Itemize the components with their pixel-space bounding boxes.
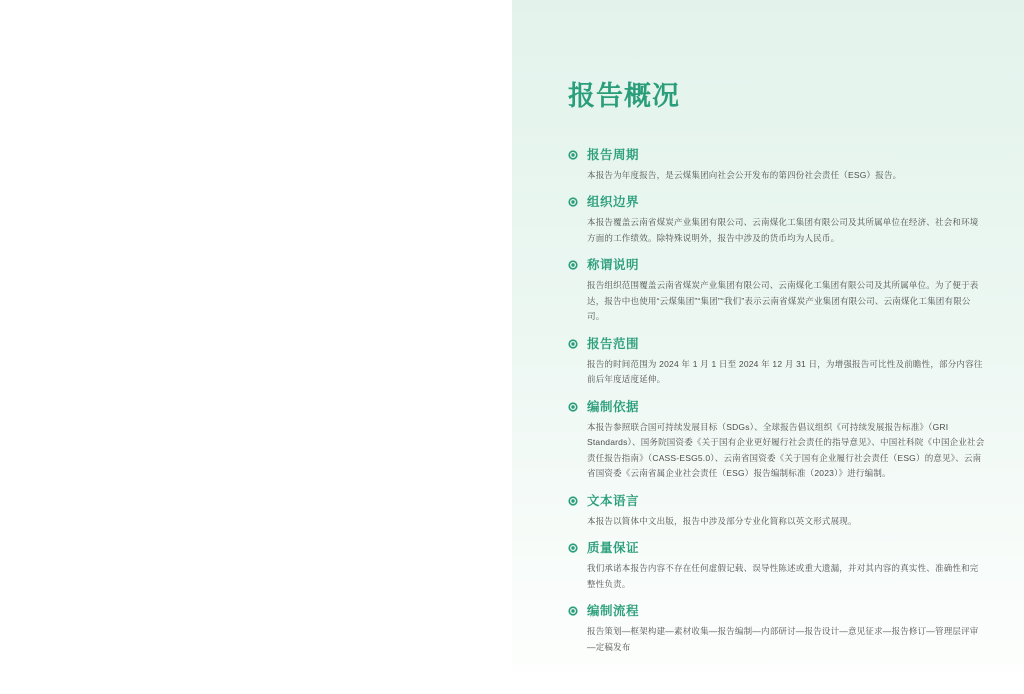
report-section — [568, 604, 988, 655]
section-header — [568, 400, 988, 414]
bullet-target-icon — [568, 402, 578, 412]
report-section — [568, 258, 988, 325]
bullet-target-icon — [568, 339, 578, 349]
section-heading: 报告范围 — [587, 336, 640, 351]
section-heading: 质量保证 — [587, 541, 640, 556]
report-page — [512, 0, 1024, 672]
section-header — [568, 337, 988, 351]
section-heading: 报告周期 — [587, 147, 640, 162]
section-heading: 称谓说明 — [587, 258, 640, 273]
bullet-target-icon — [568, 260, 578, 270]
report-section — [568, 494, 988, 530]
section-header — [568, 494, 988, 508]
section-heading: 文本语言 — [587, 493, 640, 508]
section-body: 本报告为年度报告，是云煤集团向社会公开发布的第四份社会责任（ESG）报告。 — [587, 169, 902, 180]
section-header — [568, 541, 988, 555]
bullet-target-icon — [568, 543, 578, 553]
report-section — [568, 195, 988, 246]
report-section — [568, 541, 988, 592]
section-body: 本报告覆盖云南省煤炭产业集团有限公司、云南煤化工集团有限公司及其所属单位在经济、社会和环境方面的工作绩效。除特殊说明外，报告中涉及的货币均为人民币。 — [587, 217, 979, 243]
section-body: 报告策划—框架构建—素材收集—报告编制—内部研讨—报告设计—意见征求—报告修订—管理层评审—定稿发布 — [587, 626, 979, 652]
report-section — [568, 337, 988, 388]
bullet-target-icon — [568, 197, 578, 207]
section-header — [568, 604, 988, 618]
section-body: 我们承诺本报告内容不存在任何虚假记载、误导性陈述或重大遗漏，并对其内容的真实性、准确性和完整性负责。 — [587, 563, 979, 589]
section-body: 报告的时间范围为 2024 年 1 月 1 日至 2024 年 12 月 31 日，为增强报告可比性及前瞻性，部分内容往前后年度适度延伸。 — [587, 358, 983, 385]
report-section — [568, 400, 988, 482]
section-body: 报告组织范围覆盖云南省煤炭产业集团有限公司、云南煤化工集团有限公司及其所属单位。为了便于表达，报告中也使用“云煤集团”“集团”“我们”表示云南省煤炭产业集团有限公司、云南煤化工集团有限公司。 — [587, 280, 979, 322]
page-title: 报告概况 — [568, 81, 680, 111]
section-heading: 编制依据 — [587, 399, 640, 414]
section-header — [568, 195, 988, 209]
section-heading: 编制流程 — [587, 604, 640, 619]
section-header — [568, 148, 988, 162]
section-body: 本报告参照联合国可持续发展目标（SDGs）、全球报告倡议组织《可持续发展报告标准》（GRI Standards）、国务院国资委《关于国有企业更好履行社会责任的指导意见》、中国社科院《中国企业社会责任报告指南》（CASS-ESG5.0）、云南省国资委《关于国有企业履行社会责任（ESG）的意见》、云南省国资委《云南省属企业社会责任（ESG）报告编制标准（2023）》进行编制。 — [587, 421, 985, 479]
bullet-target-icon — [568, 496, 578, 506]
section-heading: 组织边界 — [587, 195, 640, 210]
bullet-target-icon — [568, 150, 578, 160]
section-header — [568, 258, 988, 272]
section-body: 本报告以简体中文出版，报告中涉及部分专业化简称以英文形式展现。 — [587, 515, 857, 526]
report-section — [568, 148, 988, 184]
bullet-target-icon — [568, 606, 578, 616]
